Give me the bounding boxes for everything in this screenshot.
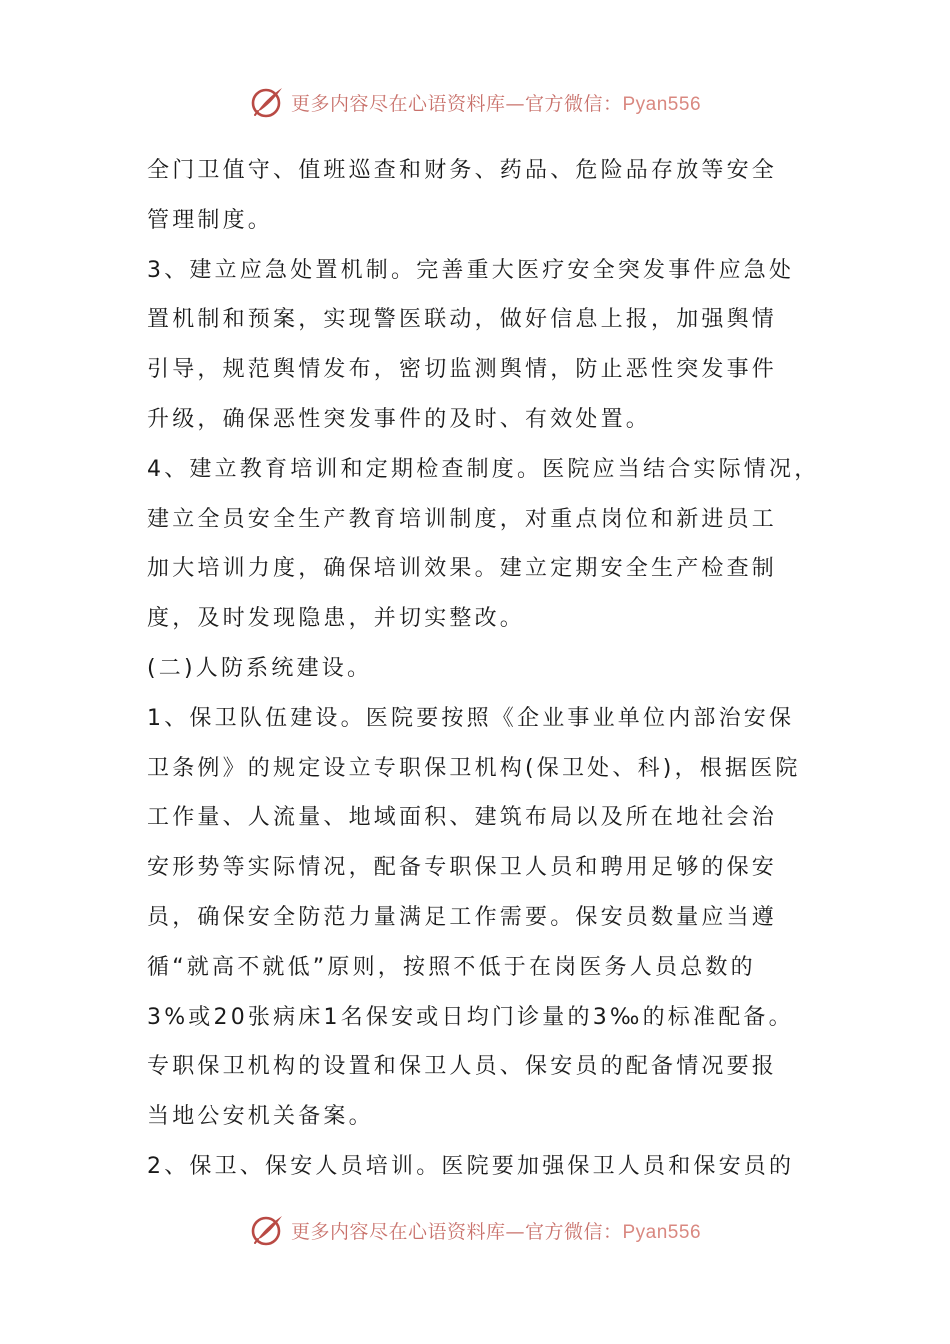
wechat-id: Pyan556	[622, 1221, 702, 1243]
text-line: 度，及时发现隐患，并切实整改。	[147, 606, 526, 632]
header-banner	[0, 82, 950, 122]
wechat-id: Pyan556	[622, 93, 702, 115]
text-line: 升级，确保恶性突发事件的及时、有效处置。	[147, 406, 652, 432]
quill-logo-icon	[249, 1212, 285, 1248]
text-line: 安形势等实际情况，配备专职保卫人员和聘用足够的保安	[147, 855, 778, 881]
banner-text	[291, 89, 701, 116]
text-line: 4、建立教育培训和定期检查制度。医院应当结合实际情况，	[147, 456, 820, 482]
text-line: 当地公安机关备案。	[147, 1104, 374, 1130]
text-line: 卫条例》的规定设立专职保卫机构(保卫处、科)，根据医院	[147, 755, 801, 781]
document-body	[147, 146, 820, 1192]
text-line: 管理制度。	[147, 207, 274, 233]
text-line: 全门卫值守、值班巡查和财务、药品、危险品存放等安全	[147, 158, 778, 183]
text-line: 专职保卫机构的设置和保卫人员、保安员的配备情况要报	[147, 1054, 778, 1080]
footer-banner	[0, 1210, 950, 1250]
text-line: 置机制和预案，实现警医联动，做好信息上报，加强舆情	[147, 307, 778, 333]
text-line: 1、保卫队伍建设。医院要按照《企业事业单位内部治安保	[147, 705, 795, 731]
banner-slogan: 更多内容尽在心语资料库—官方微信：	[290, 92, 623, 115]
text-line: 3、建立应急处置机制。完善重大医疗安全突发事件应急处	[147, 257, 795, 283]
banner-text	[291, 1217, 701, 1244]
text-line: (二)人防系统建设。	[147, 655, 373, 681]
text-line: 3%或20张病床1名保安或日均门诊量的3‰的标准配备。	[147, 1004, 794, 1030]
quill-logo-icon	[249, 84, 285, 120]
text-line: 循“就高不就低”原则，按照不低于在岗医务人员总数的	[147, 954, 756, 980]
text-line: 引导，规范舆情发布，密切监测舆情，防止恶性突发事件	[147, 357, 778, 383]
text-line: 建立全员安全生产教育培训制度，对重点岗位和新进员工	[147, 506, 778, 532]
banner-slogan: 更多内容尽在心语资料库—官方微信：	[290, 1220, 623, 1243]
text-line: 工作量、人流量、地域面积、建筑布局以及所在地社会治	[147, 805, 778, 831]
text-line: 员，确保安全防范力量满足工作需要。保安员数量应当遵	[147, 904, 778, 930]
text-line: 2、保卫、保安人员培训。医院要加强保卫人员和保安员的	[147, 1153, 795, 1179]
text-line: 加大培训力度，确保培训效果。建立定期安全生产检查制	[147, 556, 778, 582]
